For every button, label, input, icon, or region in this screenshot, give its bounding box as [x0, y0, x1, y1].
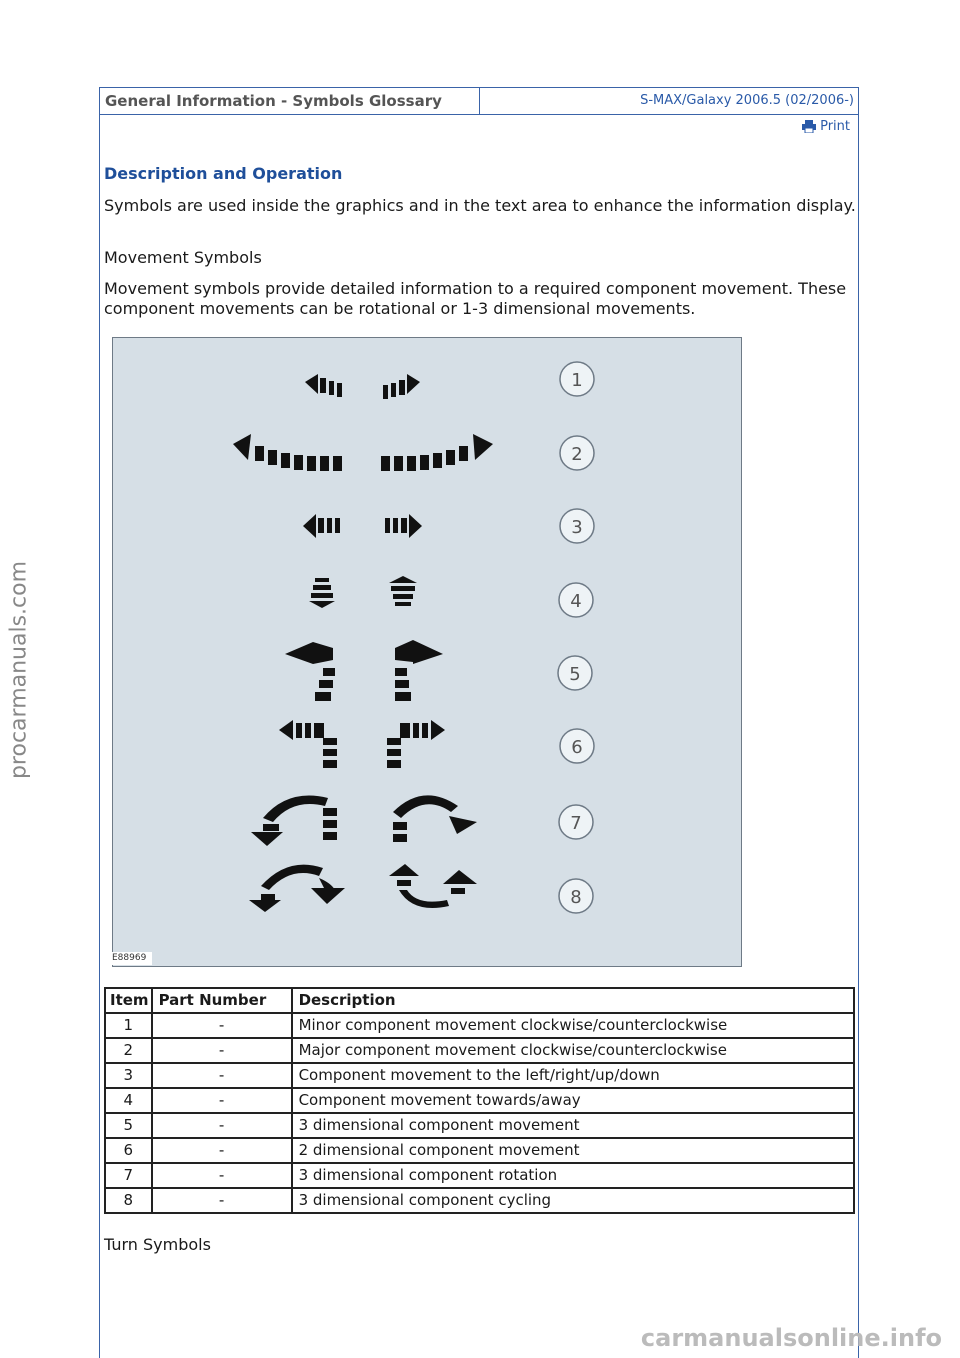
left-arrow-icon [303, 514, 340, 538]
cell-desc: 3 dimensional component cycling [292, 1188, 854, 1213]
callout-8 [559, 879, 593, 913]
table-row [105, 1138, 854, 1163]
callout-5 [558, 656, 592, 690]
cell-item: 8 [105, 1188, 152, 1213]
svg-text:6: 6 [571, 737, 583, 758]
movement-description: Movement symbols provide detailed information to a required component movement. These component movements can be rotational or 1-3 dimensional movements. [104, 279, 847, 318]
table-row [105, 1088, 854, 1113]
table-row [105, 1013, 854, 1038]
table-row [105, 1113, 854, 1138]
movement-symbols-figure [112, 337, 742, 967]
cell-desc: Component movement towards/away [292, 1088, 854, 1113]
col-description: Description [292, 988, 854, 1013]
cell-item: 2 [105, 1038, 152, 1063]
towards-arrow-icon [309, 578, 335, 608]
cell-item: 3 [105, 1063, 152, 1088]
callout-4 [559, 583, 593, 617]
table-header-row [105, 988, 854, 1013]
cell-desc: 3 dimensional component movement [292, 1113, 854, 1138]
table-row [105, 1038, 854, 1063]
cell-part: - [152, 1063, 292, 1088]
items-table [104, 987, 855, 1214]
model-label: S-MAX/Galaxy 2006.5 (02/2006-) [640, 93, 854, 108]
3d-cycling-right-icon [389, 864, 477, 908]
minor-cw-arrow-icon [383, 374, 420, 399]
cell-part: - [152, 1013, 292, 1038]
svg-text:3: 3 [571, 517, 583, 538]
side-watermark: procarmanuals.com [6, 560, 32, 780]
cell-part: - [152, 1088, 292, 1113]
col-item: Item [105, 988, 152, 1013]
callout-1 [560, 362, 594, 396]
cell-item: 4 [105, 1088, 152, 1113]
section-heading: Description and Operation [104, 164, 343, 183]
cell-part: - [152, 1113, 292, 1138]
cell-desc: Major component movement clockwise/counterclockwise [292, 1038, 854, 1063]
3d-cycling-left-icon [249, 865, 345, 912]
cell-part: - [152, 1138, 292, 1163]
svg-text:8: 8 [570, 887, 582, 908]
cell-item: 7 [105, 1163, 152, 1188]
cell-desc: Component movement to the left/right/up/down [292, 1063, 854, 1088]
cell-item: 6 [105, 1138, 152, 1163]
cell-desc: 3 dimensional component rotation [292, 1163, 854, 1188]
cell-part: - [152, 1188, 292, 1213]
3d-movement-left-icon [285, 642, 335, 701]
printer-icon [802, 120, 816, 133]
callout-7 [559, 805, 593, 839]
cell-desc: Minor component movement clockwise/counterclockwise [292, 1013, 854, 1038]
svg-text:5: 5 [569, 664, 581, 685]
cell-part: - [152, 1038, 292, 1063]
print-label: Print [820, 119, 850, 134]
page-header [99, 87, 859, 115]
callout-3 [560, 509, 594, 543]
cell-desc: 2 dimensional component movement [292, 1138, 854, 1163]
3d-rotation-right-icon [393, 795, 477, 842]
svg-text:4: 4 [570, 591, 582, 612]
3d-movement-right-icon [395, 640, 443, 701]
callout-6 [560, 729, 594, 763]
symbols-graphic [113, 338, 741, 966]
minor-ccw-arrow-icon [305, 374, 342, 397]
figure-code: E88969 [111, 952, 152, 965]
cell-part: - [152, 1163, 292, 1188]
callout-2 [560, 436, 594, 470]
table-row [105, 1188, 854, 1213]
bottom-watermark: carmanualsonline.info [640, 1324, 942, 1352]
away-arrow-icon [389, 576, 417, 606]
turn-symbols-heading: Turn Symbols [104, 1235, 211, 1254]
major-cw-arrow-icon [381, 434, 493, 471]
table-row [105, 1163, 854, 1188]
2d-movement-right-icon [387, 720, 445, 768]
svg-text:2: 2 [571, 444, 583, 465]
page-title: General Information - Symbols Glossary [100, 88, 480, 114]
right-arrow-icon [385, 514, 422, 538]
cell-item: 5 [105, 1113, 152, 1138]
svg-text:7: 7 [570, 813, 582, 834]
print-button[interactable] [802, 119, 850, 134]
col-part-number: Part Number [152, 988, 292, 1013]
table-row [105, 1063, 854, 1088]
cell-item: 1 [105, 1013, 152, 1038]
svg-text:1: 1 [571, 370, 583, 391]
2d-movement-left-icon [279, 720, 337, 768]
movement-title: Movement Symbols [104, 248, 262, 267]
3d-rotation-left-icon [251, 796, 337, 847]
intro-paragraph: Symbols are used inside the graphics and in the text area to enhance the information display. [104, 196, 856, 215]
major-ccw-arrow-icon [233, 434, 342, 471]
